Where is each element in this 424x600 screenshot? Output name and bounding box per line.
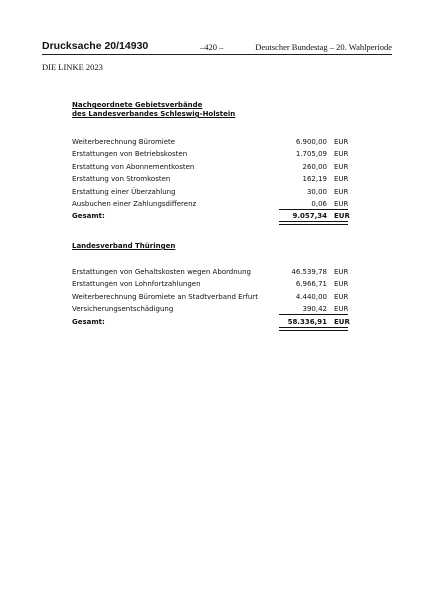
- row-currency: EUR: [334, 162, 349, 171]
- row-currency: EUR: [334, 150, 349, 159]
- page-number: –420 –: [200, 42, 224, 52]
- row-amount: 390,42: [302, 305, 327, 314]
- total-row: [72, 316, 352, 328]
- total-amount: 9.057,34: [292, 212, 327, 221]
- section-schleswig-holstein: [72, 101, 352, 223]
- parliament-period: Deutscher Bundestag – 20. Wahlperiode: [255, 42, 392, 52]
- row-label: Versicherungsentschädigung: [72, 305, 174, 314]
- table-row: [72, 161, 352, 173]
- total-row: [72, 210, 352, 222]
- row-amount: 6.966,71: [295, 280, 327, 289]
- table-row: [72, 303, 352, 315]
- row-amount: 1.705,09: [295, 150, 327, 159]
- section-title-line2: des Landesverbandes Schleswig-Holstein: [72, 110, 236, 118]
- section-title-line1: Nachgeordnete Gebietsverbände: [72, 101, 203, 109]
- table-row: [72, 266, 352, 278]
- row-label: Weiterberechnung Büromiete an Stadtverband Erfurt: [72, 292, 258, 301]
- table-row: [72, 173, 352, 185]
- document-number: Drucksache 20/14930: [42, 40, 149, 52]
- row-currency: EUR: [334, 280, 349, 289]
- table-row: [72, 198, 352, 210]
- row-currency: EUR: [334, 292, 349, 301]
- table-row: [72, 291, 352, 303]
- row-currency: EUR: [334, 268, 349, 276]
- row-currency: EUR: [334, 305, 349, 314]
- table-row: [72, 186, 352, 198]
- total-label: Gesamt:: [72, 317, 105, 326]
- row-amount: 6.900,00: [295, 138, 327, 146]
- table-row: [72, 136, 352, 148]
- row-amount: 0,06: [311, 199, 327, 208]
- row-amount: 162,19: [302, 175, 327, 184]
- row-currency: EUR: [334, 175, 349, 184]
- total-double-rule: [279, 327, 348, 331]
- row-currency: EUR: [334, 138, 349, 146]
- row-amount: 260,00: [302, 162, 327, 171]
- total-currency: EUR: [334, 317, 350, 326]
- row-label: Erstattungen von Gehaltskosten wegen Abordnung: [72, 268, 251, 276]
- table-row: [72, 148, 352, 160]
- row-label: Erstattungen von Lohnfortzahlungen: [72, 280, 201, 289]
- income-table: [72, 266, 352, 328]
- row-amount: 46.539,78: [291, 268, 327, 276]
- row-label: Ausbuchen einer Zahlungsdifferenz: [72, 199, 197, 208]
- total-amount: 58.336,91: [287, 317, 327, 326]
- section-thueringen: [72, 242, 352, 328]
- party-year-label: DIE LINKE 2023: [42, 62, 103, 72]
- row-amount: 30,00: [306, 187, 327, 196]
- row-label: Weiterberechnung Büromiete: [72, 138, 176, 146]
- row-label: Erstattung von Abonnementkosten: [72, 162, 195, 171]
- total-double-rule: [279, 221, 348, 225]
- income-table: [72, 136, 352, 223]
- row-label: Erstattung einer Überzahlung: [72, 187, 176, 196]
- row-label: Erstattung von Stromkosten: [72, 175, 171, 184]
- row-currency: EUR: [334, 187, 349, 196]
- row-label: Erstattungen von Betriebskosten: [72, 150, 188, 159]
- row-amount: 4.440,00: [295, 292, 327, 301]
- total-label: Gesamt:: [72, 212, 105, 221]
- section-title: Landesverband Thüringen: [72, 242, 176, 250]
- row-currency: EUR: [334, 199, 349, 208]
- total-currency: EUR: [334, 212, 350, 221]
- table-row: [72, 278, 352, 290]
- page-header: [42, 40, 392, 55]
